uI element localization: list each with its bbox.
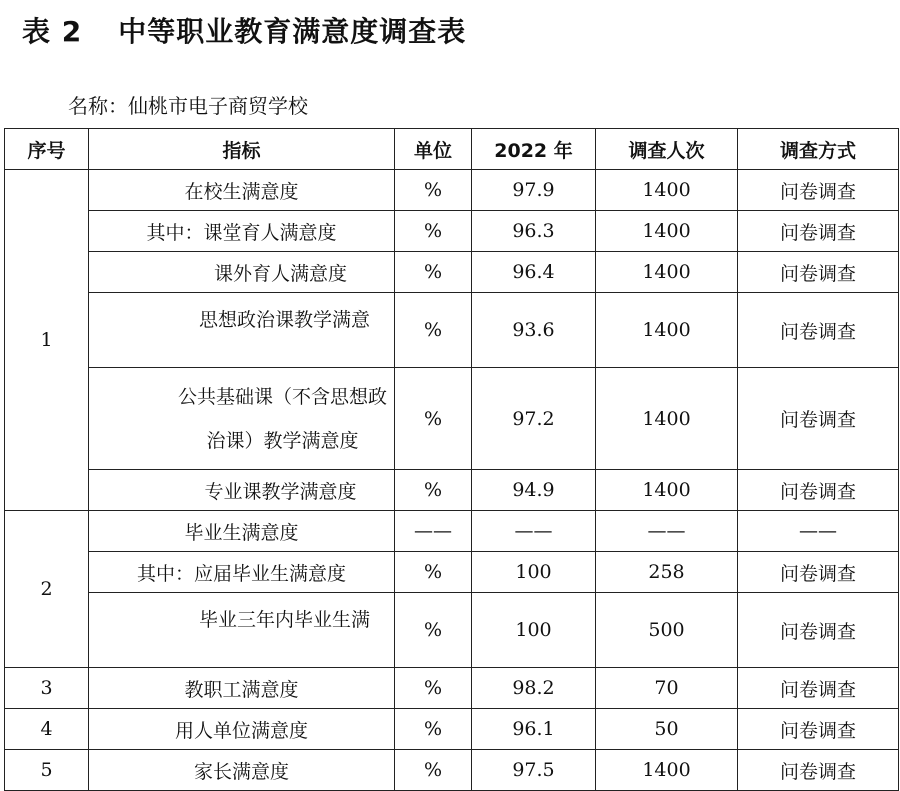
table-row: [5, 552, 899, 593]
indicator-cell: 毕业三年内毕业生满: [89, 593, 395, 668]
unit-cell: %: [395, 368, 472, 470]
seq-cell: 3: [5, 668, 89, 709]
value-cell: 93.6: [472, 293, 596, 368]
header-indicator: 指标: [89, 129, 395, 170]
value-cell: ——: [472, 511, 596, 552]
method-cell: 问卷调查: [738, 750, 899, 791]
method-cell: 问卷调查: [738, 252, 899, 293]
count-cell: 500: [596, 593, 738, 668]
value-cell: 96.1: [472, 709, 596, 750]
value-cell: 94.9: [472, 470, 596, 511]
count-cell: ——: [596, 511, 738, 552]
unit-cell: ——: [395, 511, 472, 552]
value-cell: 96.3: [472, 211, 596, 252]
unit-cell: %: [395, 252, 472, 293]
method-cell: 问卷调查: [738, 470, 899, 511]
unit-cell: %: [395, 593, 472, 668]
page-title: [22, 10, 466, 50]
table-row: [5, 668, 899, 709]
header-year: 2022 年: [472, 129, 596, 170]
unit-cell: %: [395, 170, 472, 211]
satisfaction-table: [4, 128, 899, 791]
method-cell: 问卷调查: [738, 668, 899, 709]
header-seq: 序号: [5, 129, 89, 170]
table-row: [5, 211, 899, 252]
seq-cell: 2: [5, 511, 89, 668]
method-cell: 问卷调查: [738, 593, 899, 668]
unit-cell: %: [395, 211, 472, 252]
indicator-cell: 公共基础课（不含思想政治课）教学满意度: [89, 368, 395, 470]
table-row: [5, 470, 899, 511]
method-cell: ——: [738, 511, 899, 552]
count-cell: 1400: [596, 293, 738, 368]
value-cell: 97.5: [472, 750, 596, 791]
value-cell: 98.2: [472, 668, 596, 709]
seq-cell: 1: [5, 170, 89, 511]
indicator-cell: 思想政治课教学满意: [89, 293, 395, 368]
school-name: 名称：仙桃市电子商贸学校: [68, 94, 308, 118]
value-cell: 96.4: [472, 252, 596, 293]
table-row: [5, 368, 899, 470]
unit-cell: %: [395, 668, 472, 709]
count-cell: 1400: [596, 368, 738, 470]
indicator-cell: 其中：课堂育人满意度: [89, 211, 395, 252]
header-unit: 单位: [395, 129, 472, 170]
count-cell: 1400: [596, 170, 738, 211]
method-cell: 问卷调查: [738, 211, 899, 252]
method-cell: 问卷调查: [738, 368, 899, 470]
table-row: [5, 593, 899, 668]
value-cell: 100: [472, 593, 596, 668]
indicator-cell: 用人单位满意度: [89, 709, 395, 750]
indicator-cell: 家长满意度: [89, 750, 395, 791]
table-header-row: [5, 129, 899, 170]
method-cell: 问卷调查: [738, 552, 899, 593]
count-cell: 50: [596, 709, 738, 750]
table-row: [5, 170, 899, 211]
method-cell: 问卷调查: [738, 293, 899, 368]
indicator-cell: 专业课教学满意度: [89, 470, 395, 511]
table-row: [5, 511, 899, 552]
count-cell: 258: [596, 552, 738, 593]
count-cell: 1400: [596, 211, 738, 252]
unit-cell: %: [395, 470, 472, 511]
header-method: 调查方式: [738, 129, 899, 170]
method-cell: 问卷调查: [738, 170, 899, 211]
table-row: [5, 750, 899, 791]
unit-cell: %: [395, 709, 472, 750]
unit-cell: %: [395, 293, 472, 368]
indicator-cell: 毕业生满意度: [89, 511, 395, 552]
header-count: 调查人次: [596, 129, 738, 170]
value-cell: 100: [472, 552, 596, 593]
unit-cell: %: [395, 750, 472, 791]
seq-cell: 5: [5, 750, 89, 791]
table-title-text: 中等职业教育满意度调查表: [118, 15, 467, 48]
table-row: [5, 709, 899, 750]
count-cell: 1400: [596, 750, 738, 791]
count-cell: 1400: [596, 470, 738, 511]
unit-cell: %: [395, 552, 472, 593]
table-row: [5, 252, 899, 293]
indicator-cell: 课外育人满意度: [89, 252, 395, 293]
count-cell: 1400: [596, 252, 738, 293]
value-cell: 97.2: [472, 368, 596, 470]
method-cell: 问卷调查: [738, 709, 899, 750]
indicator-cell: 其中：应届毕业生满意度: [89, 552, 395, 593]
indicator-cell: 在校生满意度: [89, 170, 395, 211]
value-cell: 97.9: [472, 170, 596, 211]
table-number: 表 2: [22, 15, 83, 48]
indicator-cell: 教职工满意度: [89, 668, 395, 709]
seq-cell: 4: [5, 709, 89, 750]
count-cell: 70: [596, 668, 738, 709]
table-row: [5, 293, 899, 368]
